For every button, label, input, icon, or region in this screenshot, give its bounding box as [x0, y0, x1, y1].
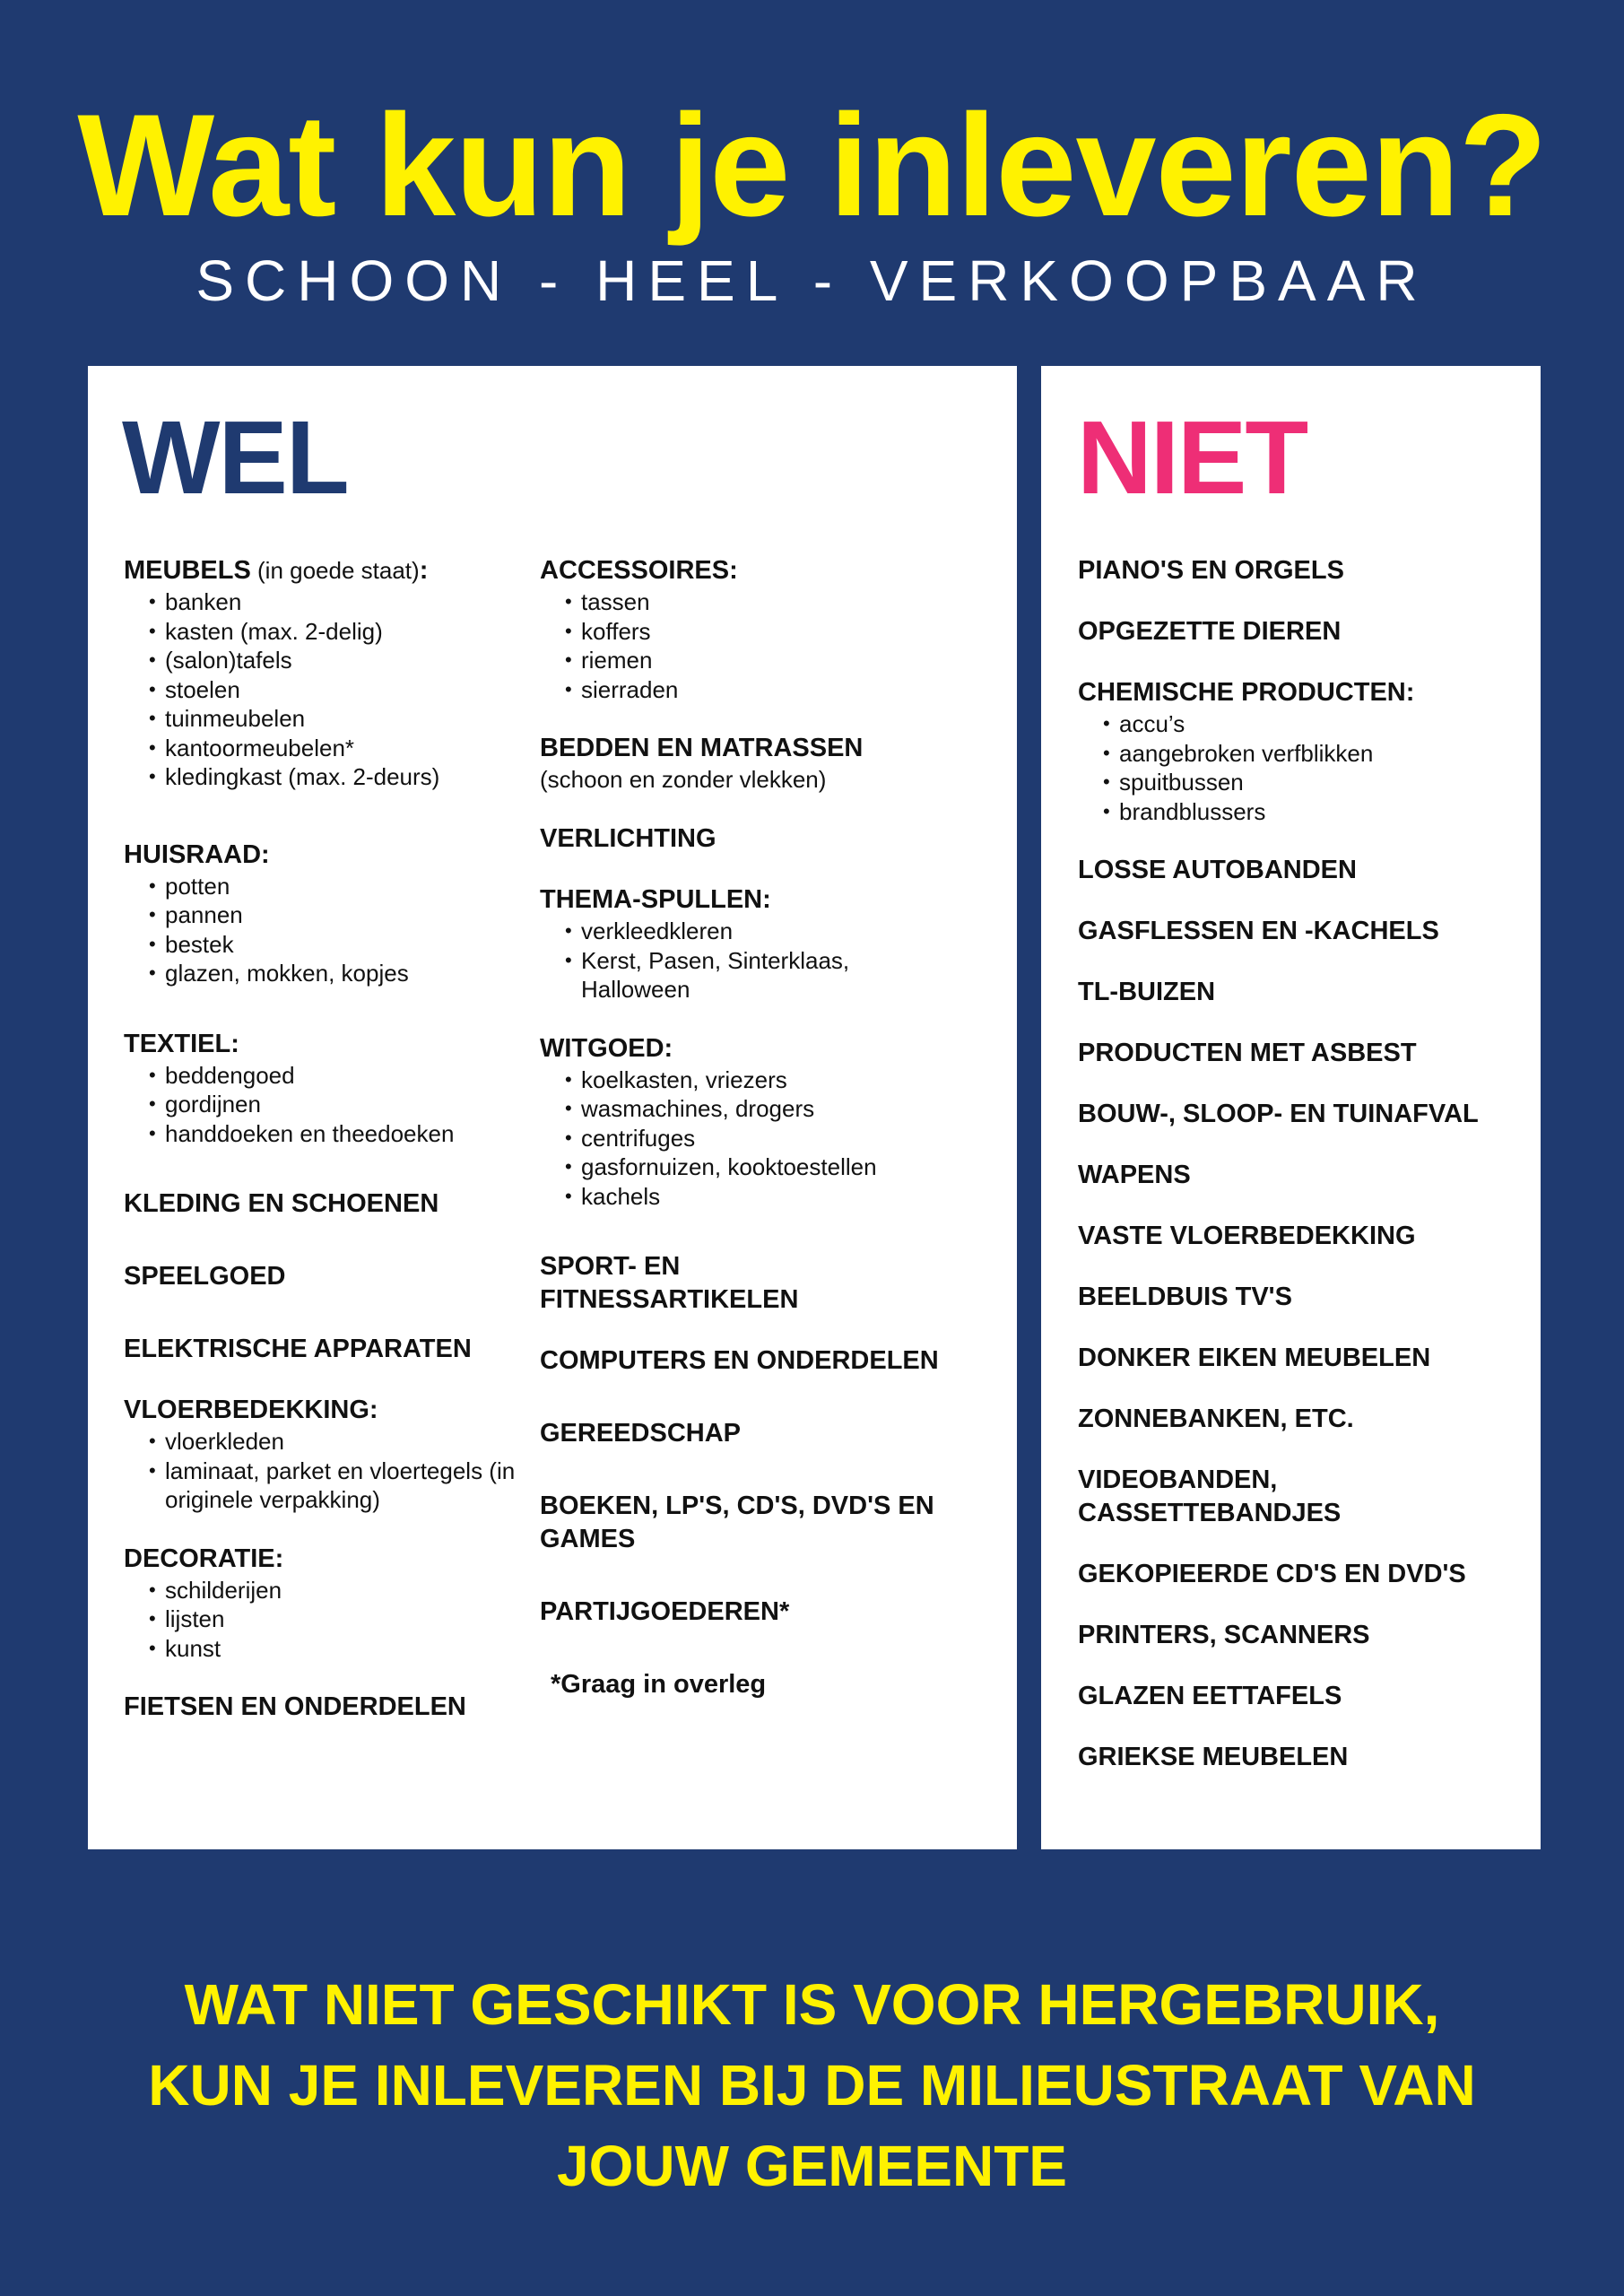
niet-item-grieks: GRIEKSE MEUBELEN: [1078, 1743, 1349, 1771]
footer-message: [54, 1964, 1570, 2206]
footnote: *Graag in overleg: [551, 1670, 767, 1699]
list-item: • wasmachines, drogers: [565, 1094, 1006, 1124]
category-sport: SPORT- EN FITNESSARTIKELEN: [540, 1252, 799, 1314]
page-title: Wat kun je inleveren?: [77, 84, 1547, 247]
category-verlichting: VERLICHTING: [540, 824, 716, 853]
list-item: • lijsten: [149, 1605, 532, 1634]
list-item: • gasfornuizen, kooktoestellen: [565, 1152, 1006, 1182]
list-item: • kledingkast (max. 2-deurs): [149, 762, 532, 792]
list-item: • (salon)tafels: [149, 646, 532, 675]
list-item: • centrifuges: [565, 1124, 1006, 1153]
bedden-note: (schoon en zonder vlekken): [540, 766, 827, 793]
list-item: • spuitbussen: [1103, 768, 1535, 797]
list-item: • gordijnen: [149, 1090, 532, 1119]
list-item: • koelkasten, vriezers: [565, 1065, 1006, 1095]
footer-line: KUN JE INLEVEREN BIJ DE MILIEUSTRAAT VAN: [148, 2053, 1476, 2118]
niet-item-piano: PIANO'S EN ORGELS: [1078, 556, 1344, 585]
list-item: • stoelen: [149, 675, 532, 705]
category-speelgoed: SPEELGOED: [124, 1262, 286, 1291]
list-item: • banken: [149, 587, 532, 617]
category-elektrisch: ELEKTRISCHE APPARATEN: [124, 1335, 472, 1363]
list-item: • accu’s: [1103, 709, 1535, 739]
category-partijgoederen: PARTIJGOEDEREN*: [540, 1597, 790, 1626]
niet-item-gekopieerd: GEKOPIEERDE CD'S EN DVD'S: [1078, 1560, 1466, 1588]
category-note: (in goede staat): [250, 557, 420, 584]
category-colon: :: [419, 556, 429, 585]
list-item: • kachels: [565, 1182, 1006, 1212]
list-item: • kantoormeubelen*: [149, 734, 532, 763]
niet-item-tv: BEELDBUIS TV'S: [1078, 1283, 1292, 1311]
niet-item-wapens: WAPENS: [1078, 1161, 1191, 1189]
list-item: • bestek: [149, 930, 532, 960]
list-item: • beddengoed: [149, 1061, 532, 1091]
niet-item-zonnebanken: ZONNEBANKEN, ETC.: [1078, 1405, 1354, 1433]
category-witgoed: WITGOED:: [540, 1033, 673, 1063]
list-item: • tassen: [565, 587, 1006, 617]
list-item: • vloerkleden: [149, 1427, 532, 1457]
textiel-list: [124, 1061, 532, 1149]
niet-item-vloer: VASTE VLOERBEDEKKING: [1078, 1222, 1416, 1250]
list-item: • tuinmeubelen: [149, 704, 532, 734]
niet-item-autobanden: LOSSE AUTOBANDEN: [1078, 856, 1357, 884]
list-item: • verkleedkleren: [565, 917, 1006, 946]
meubels-list: [124, 587, 532, 792]
niet-item-gasflessen: GASFLESSEN EN -KACHELS: [1078, 917, 1439, 945]
wel-panel: [88, 366, 1017, 1849]
list-item: • glazen, mokken, kopjes: [149, 959, 532, 988]
niet-item-afval: BOUW-, SLOOP- EN TUINAFVAL: [1078, 1100, 1479, 1128]
footer-line: WAT NIET GESCHIKT IS VOOR HERGEBRUIK,: [184, 1972, 1440, 2037]
list-item: • kasten (max. 2-delig): [149, 617, 532, 647]
list-item: • brandblussers: [1103, 797, 1535, 827]
footer-line: JOUW GEMEENTE: [557, 2134, 1067, 2198]
witgoed-list: [540, 1065, 1006, 1212]
niet-item-glazen: GLAZEN EETTAFELS: [1078, 1682, 1342, 1710]
category-thema: THEMA-SPULLEN:: [540, 885, 771, 914]
chemisch-list: [1078, 709, 1535, 826]
category-bedden: BEDDEN EN MATRASSEN: [540, 734, 864, 762]
vloer-list: [124, 1427, 532, 1515]
category-computers: COMPUTERS EN ONDERDELEN: [540, 1346, 939, 1375]
niet-item-eiken: DONKER EIKEN MEUBELEN: [1078, 1344, 1431, 1372]
huisraad-list: [124, 872, 532, 988]
category-title: MEUBELS: [124, 556, 251, 585]
category-vloerbedekking: VLOERBEDEKKING:: [124, 1396, 378, 1424]
niet-panel: [1041, 366, 1541, 1849]
list-item: • schilderijen: [149, 1576, 532, 1605]
wel-column-left: [124, 554, 532, 1724]
category-accessoires: ACCESSOIRES:: [540, 556, 738, 585]
page-subtitle: SCHOON - HEEL - VERKOOPBAAR: [195, 248, 1429, 313]
list-item: • koffers: [565, 617, 1006, 647]
category-kleding: KLEDING EN SCHOENEN: [124, 1189, 439, 1218]
category-huisraad: HUISRAAD:: [124, 839, 270, 869]
niet-item-video: VIDEOBANDEN, CASSETTEBANDJES: [1078, 1465, 1342, 1527]
accessoires-list: [540, 587, 1006, 704]
thema-list: [540, 917, 1006, 1004]
list-item: • pannen: [149, 900, 532, 930]
wel-heading: WEL: [122, 399, 348, 516]
niet-heading: NIET: [1077, 399, 1307, 516]
niet-item-chemisch: CHEMISCHE PRODUCTEN:: [1078, 678, 1415, 707]
list-item: • sierraden: [565, 675, 1006, 705]
decoratie-list: [124, 1576, 532, 1664]
list-item: • kunst: [149, 1634, 532, 1664]
category-textiel: TEXTIEL:: [124, 1029, 239, 1058]
niet-item-asbest: PRODUCTEN MET ASBEST: [1078, 1039, 1417, 1067]
niet-item-dieren: OPGEZETTE DIEREN: [1078, 617, 1342, 646]
niet-item-tl: TL-BUIZEN: [1078, 978, 1216, 1006]
list-item: • potten: [149, 872, 532, 901]
niet-item-printers: PRINTERS, SCANNERS: [1078, 1621, 1370, 1649]
list-item: • aangebroken verfblikken: [1103, 739, 1535, 769]
category-boeken: BOEKEN, LP'S, CD'S, DVD'S EN GAMES: [540, 1492, 934, 1553]
category-gereedschap: GEREEDSCHAP: [540, 1419, 741, 1448]
list-item: • laminaat, parket en vloertegels (in originele verpakking): [149, 1457, 532, 1515]
category-meubels: [124, 554, 532, 587]
list-item: • riemen: [565, 646, 1006, 675]
list-item: • handdoeken en theedoeken: [149, 1119, 532, 1149]
niet-column: [1078, 554, 1535, 1774]
wel-column-right: [540, 554, 1006, 1701]
category-fietsen: FIETSEN EN ONDERDELEN: [124, 1692, 466, 1721]
category-decoratie: DECORATIE:: [124, 1544, 284, 1573]
list-item: • Kerst, Pasen, Sinterklaas, Halloween: [565, 946, 877, 1004]
